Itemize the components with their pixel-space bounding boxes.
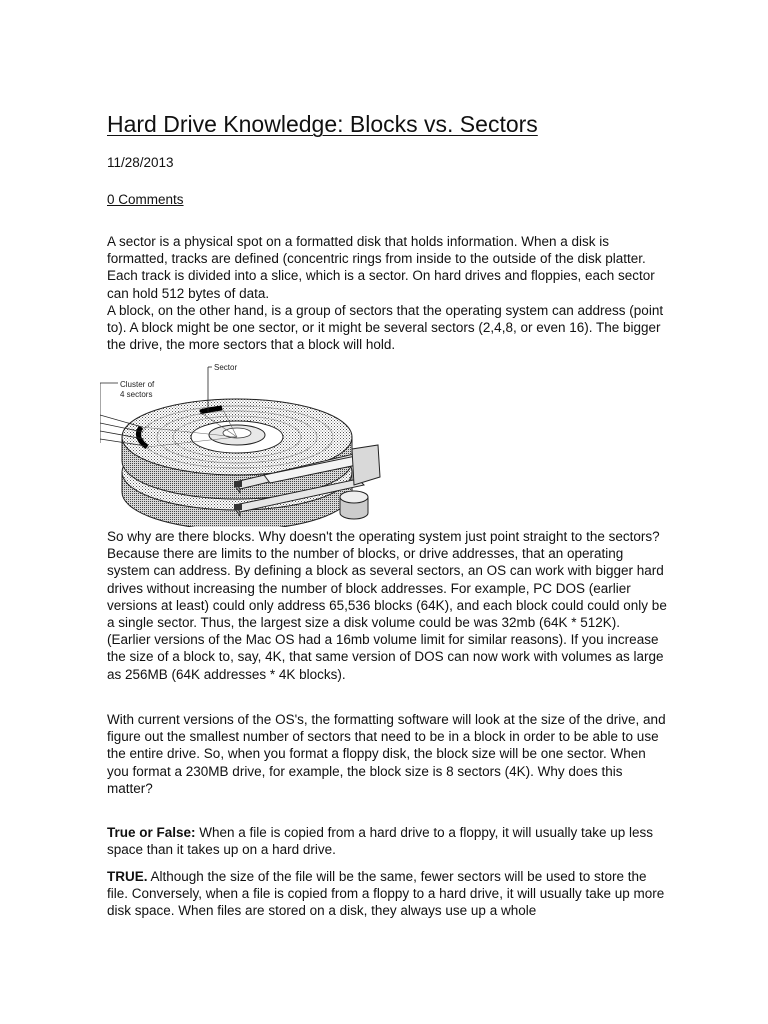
cluster-label-line1: Cluster of	[120, 380, 155, 389]
answer-text: Although the size of the file will be the same, fewer sectors will be used to store the file. Conversely, when a file is copied from a floppy to a hard drive, it will usually take up more disk space. When files are stored on a disk, they always use up a whole	[107, 869, 665, 919]
answer-label: TRUE.	[107, 869, 148, 884]
paragraph-why-blocks: So why are there blocks. Why doesn't the operating system just point straight to the sectors? Because there are limits to the number of blocks, or drive addresses, that an operating system can address. By defining a block as several sectors, an OS can work with bigger hard drives without increasing the number of block addresses. For example, PC DOS (earlier versions at least) could only address 65,536 blocks (64K), and each block could could only be a single sector. Thus, the largest size a disk volume could be was 32mb (64K * 512K). (Earlier versions of the Mac OS had a 16mb volume limit for similar reasons). If you increase the size of a block to, say, 4K, that same version of DOS can now work with volumes as large as 256MB (64K addresses * 4K blocks).	[107, 529, 667, 682]
paragraph-sector-definition: A sector is a physical spot on a formatted disk that holds information. When a disk is formatted, tracks are defined (concentric rings from inside to the outside of the disk platter. Each track is divided into a slice, which is a sector. On hard drives and floppies, each sector can hold 512 bytes of data.	[107, 234, 655, 301]
paragraph-current-versions: With current versions of the OS's, the formatting software will look at the size of the drive, and figure out the smallest number of sectors that need to be in a block in order to be able to use the entire drive. So, when you format a floppy disk, the block size will be one sector. When you format a 230MB drive, for example, the block size is 8 sectors (4K). Why does this matter?	[107, 712, 666, 796]
true-or-false-label: True or False:	[107, 825, 196, 840]
paragraph-answer	[107, 868, 667, 920]
article-date: 11/28/2013	[107, 155, 174, 170]
sector-label: Sector	[214, 363, 238, 372]
cluster-label-line2: 4 sectors	[120, 390, 153, 399]
comments-link[interactable]: 0 Comments	[107, 192, 184, 207]
spindle-icon	[340, 491, 368, 519]
hard-drive-diagram	[100, 357, 400, 527]
article-title: Hard Drive Knowledge: Blocks vs. Sectors	[107, 111, 538, 137]
true-or-false-question: When a file is copied from a hard drive to a floppy, it will usually take up less space than it takes up on a hard drive.	[107, 825, 653, 858]
paragraph-true-or-false	[107, 824, 667, 858]
paragraph-block-definition: A block, on the other hand, is a group of sectors that the operating system can address (point to). A block might be one sector, or it might be several sectors (2,4,8, or even 16). The bigger the drive, the more sectors that a block will hold.	[107, 303, 664, 353]
